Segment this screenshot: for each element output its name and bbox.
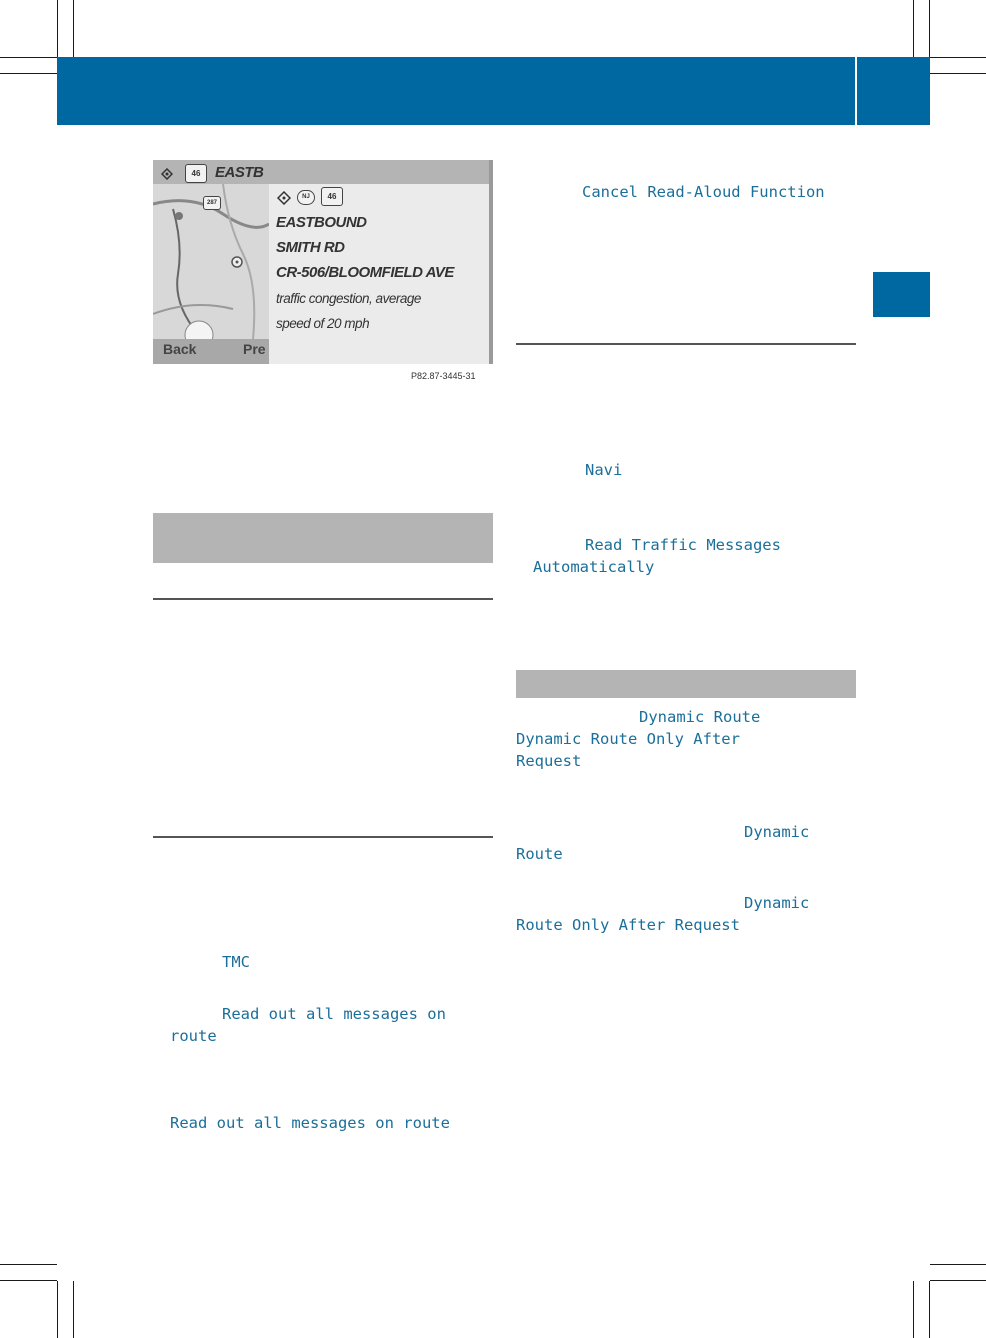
route-shield-icon: 46 [185,164,207,183]
navigation-screen-image [153,160,493,364]
nav-arrow-icon [277,191,291,210]
section-heading-box [516,670,856,698]
crop-mark [929,0,930,57]
message-line: traffic congestion, average [276,291,421,306]
screen-top-road: EASTB [215,164,264,181]
crop-mark [913,0,914,57]
section-rule [516,343,856,345]
read-all-messages-option: route [170,1027,217,1045]
read-traffic-messages-option: Automatically [533,558,655,576]
section-rule [153,836,493,838]
crop-mark [73,1281,74,1338]
crop-mark [0,73,57,74]
dynamic-route-option: Route [516,845,563,863]
map-route-shield-icon: 287 [203,196,221,210]
message-line: EASTBOUND [276,214,367,231]
crop-mark [930,73,986,74]
nav-arrow-icon [161,167,173,185]
read-all-messages-option: Read out all messages on route [170,1114,450,1132]
message-line: speed of 20 mph [276,316,370,331]
section-heading-box [153,513,493,563]
header-bar [57,57,930,125]
dynamic-route-option: Route Only After Request [516,916,740,934]
crop-mark [57,0,58,57]
dynamic-route-option: Dynamic Route [639,708,761,726]
section-rule [153,598,493,600]
crop-mark [930,1264,986,1265]
map-view [153,184,269,339]
dynamic-route-option: Dynamic Route Only After [516,730,740,748]
cancel-read-aloud-option: Cancel Read-Aloud Function [582,183,825,201]
message-line: CR-506/BLOOMFIELD AVE [276,264,454,281]
state-route-icon: NJ [297,190,315,205]
dynamic-route-option: Dynamic [744,823,810,841]
read-all-messages-option: Read out all messages on [222,1005,446,1023]
chapter-tab [873,272,930,317]
image-reference-id: P82.87-3445-31 [411,371,476,381]
header-divider [855,57,857,125]
crop-mark [0,1280,57,1281]
read-traffic-messages-option: Read Traffic Messages [585,536,781,554]
crop-mark [913,1281,914,1338]
back-softkey[interactable]: Back [163,341,197,357]
dynamic-route-option: Dynamic [744,894,810,912]
crop-mark [930,57,986,58]
crop-mark [0,57,57,58]
tmc-label: TMC [222,953,250,971]
prev-softkey[interactable]: Pre [243,341,266,357]
dynamic-route-option: Request [516,752,582,770]
crop-mark [0,1264,57,1265]
screen-edge [489,160,493,364]
crop-mark [57,1281,58,1338]
navi-label: Navi [585,461,623,479]
message-line: SMITH RD [276,239,345,256]
crop-mark [930,1280,986,1281]
traffic-message-panel [269,184,489,364]
crop-mark [73,0,74,57]
crop-mark [929,1281,930,1338]
route-shield-icon: 46 [321,187,343,206]
